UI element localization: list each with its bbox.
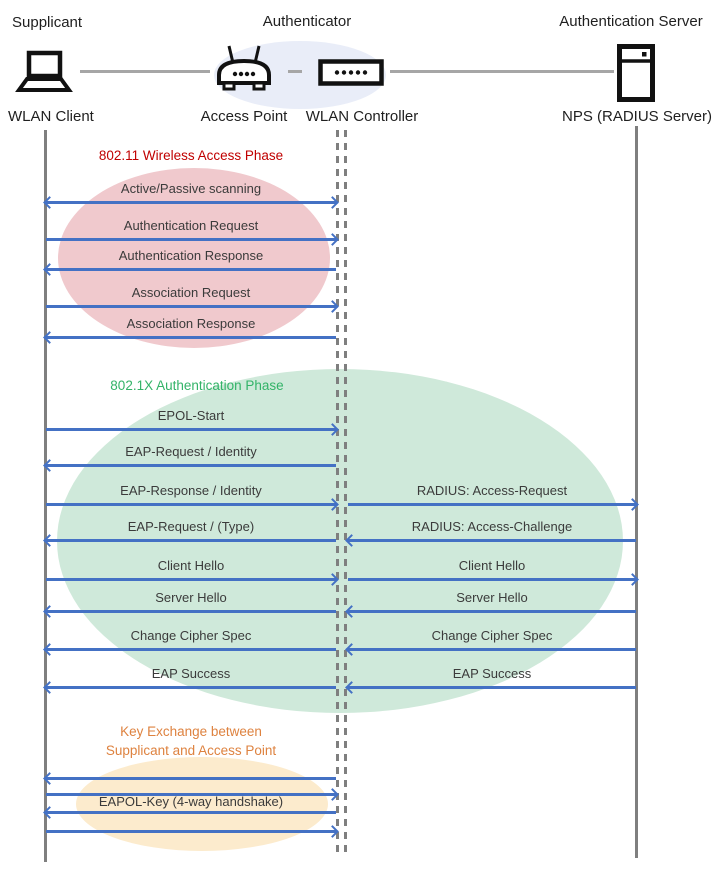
- message-label: Client Hello: [458, 558, 526, 573]
- message-label: Server Hello: [456, 590, 528, 605]
- server-icon: [617, 44, 655, 102]
- phase3-title-line2: Supplicant and Access Point: [105, 743, 277, 758]
- arrow-line: [348, 648, 636, 651]
- role-label-authentication-server: Authentication Server: [559, 13, 703, 30]
- message-label: Client Hello: [157, 558, 225, 573]
- arrow-line: [46, 464, 336, 467]
- arrow-line: [46, 268, 336, 271]
- message-label: Server Hello: [155, 590, 227, 605]
- message-label: EAP-Response / Identity: [120, 483, 262, 498]
- device-label-wlan-controller: WLAN Controller: [305, 108, 419, 125]
- arrow-line: [348, 539, 636, 542]
- lifeline-wlan-controller-inner: [344, 130, 347, 856]
- message-label: EAP-Request / (Type): [127, 519, 255, 534]
- role-label-authenticator: Authenticator: [262, 13, 352, 30]
- phase3-title: [46, 722, 336, 760]
- phase1-title: 802.11 Wireless Access Phase: [98, 148, 284, 163]
- message-label: EAP-Request / Identity: [125, 444, 257, 459]
- phase2-title: 802.1X Authentication Phase: [110, 378, 284, 393]
- message-label: EAP Success: [452, 666, 532, 681]
- arrow-line: [46, 610, 336, 613]
- message-label: RADIUS: Access-Challenge: [411, 519, 573, 534]
- message-label: Association Response: [126, 316, 256, 331]
- arrow-line: [46, 811, 336, 814]
- arrow-line: [46, 578, 336, 581]
- connector-controller-server: [390, 70, 614, 73]
- message-label: EPOL-Start: [157, 408, 225, 423]
- access-point-icon: [212, 44, 276, 94]
- message-label: Active/Passive scanning: [120, 181, 262, 196]
- arrow-line: [46, 305, 336, 308]
- message-label: EAPOL-Key (4-way handshake): [98, 794, 284, 809]
- arrow-line: [348, 503, 636, 506]
- arrow-line: [46, 238, 336, 241]
- phase3-title-line1: Key Exchange between: [120, 724, 262, 739]
- arrow-line: [46, 539, 336, 542]
- arrow-line: [348, 578, 636, 581]
- arrow-line: [46, 428, 336, 431]
- arrow-line: [46, 201, 336, 204]
- message-label: RADIUS: Access-Request: [416, 483, 568, 498]
- arrow-line: [46, 830, 336, 833]
- arrow-line: [46, 777, 336, 780]
- arrow-line: [46, 336, 336, 339]
- connector-client-ap: [80, 70, 210, 73]
- arrow-line: [46, 503, 336, 506]
- message-label: Change Cipher Spec: [431, 628, 553, 643]
- laptop-icon: [12, 50, 76, 94]
- device-label-access-point: Access Point: [200, 108, 288, 125]
- message-label: Authentication Request: [123, 218, 259, 233]
- arrow-line: [348, 686, 636, 689]
- connector-ap-controller: [288, 70, 302, 73]
- wlan-controller-icon: [318, 59, 384, 86]
- device-label-wlan-client: WLAN Client: [8, 108, 94, 125]
- role-label-supplicant: Supplicant: [12, 14, 83, 31]
- arrow-line: [348, 610, 636, 613]
- message-label: Change Cipher Spec: [130, 628, 252, 643]
- message-label: Association Request: [131, 285, 251, 300]
- arrow-line: [46, 686, 336, 689]
- message-label: Authentication Response: [118, 248, 264, 263]
- message-label: EAP Success: [151, 666, 231, 681]
- arrow-line: [46, 648, 336, 651]
- device-label-nps-radius-server: NPS (RADIUS Server): [561, 108, 713, 125]
